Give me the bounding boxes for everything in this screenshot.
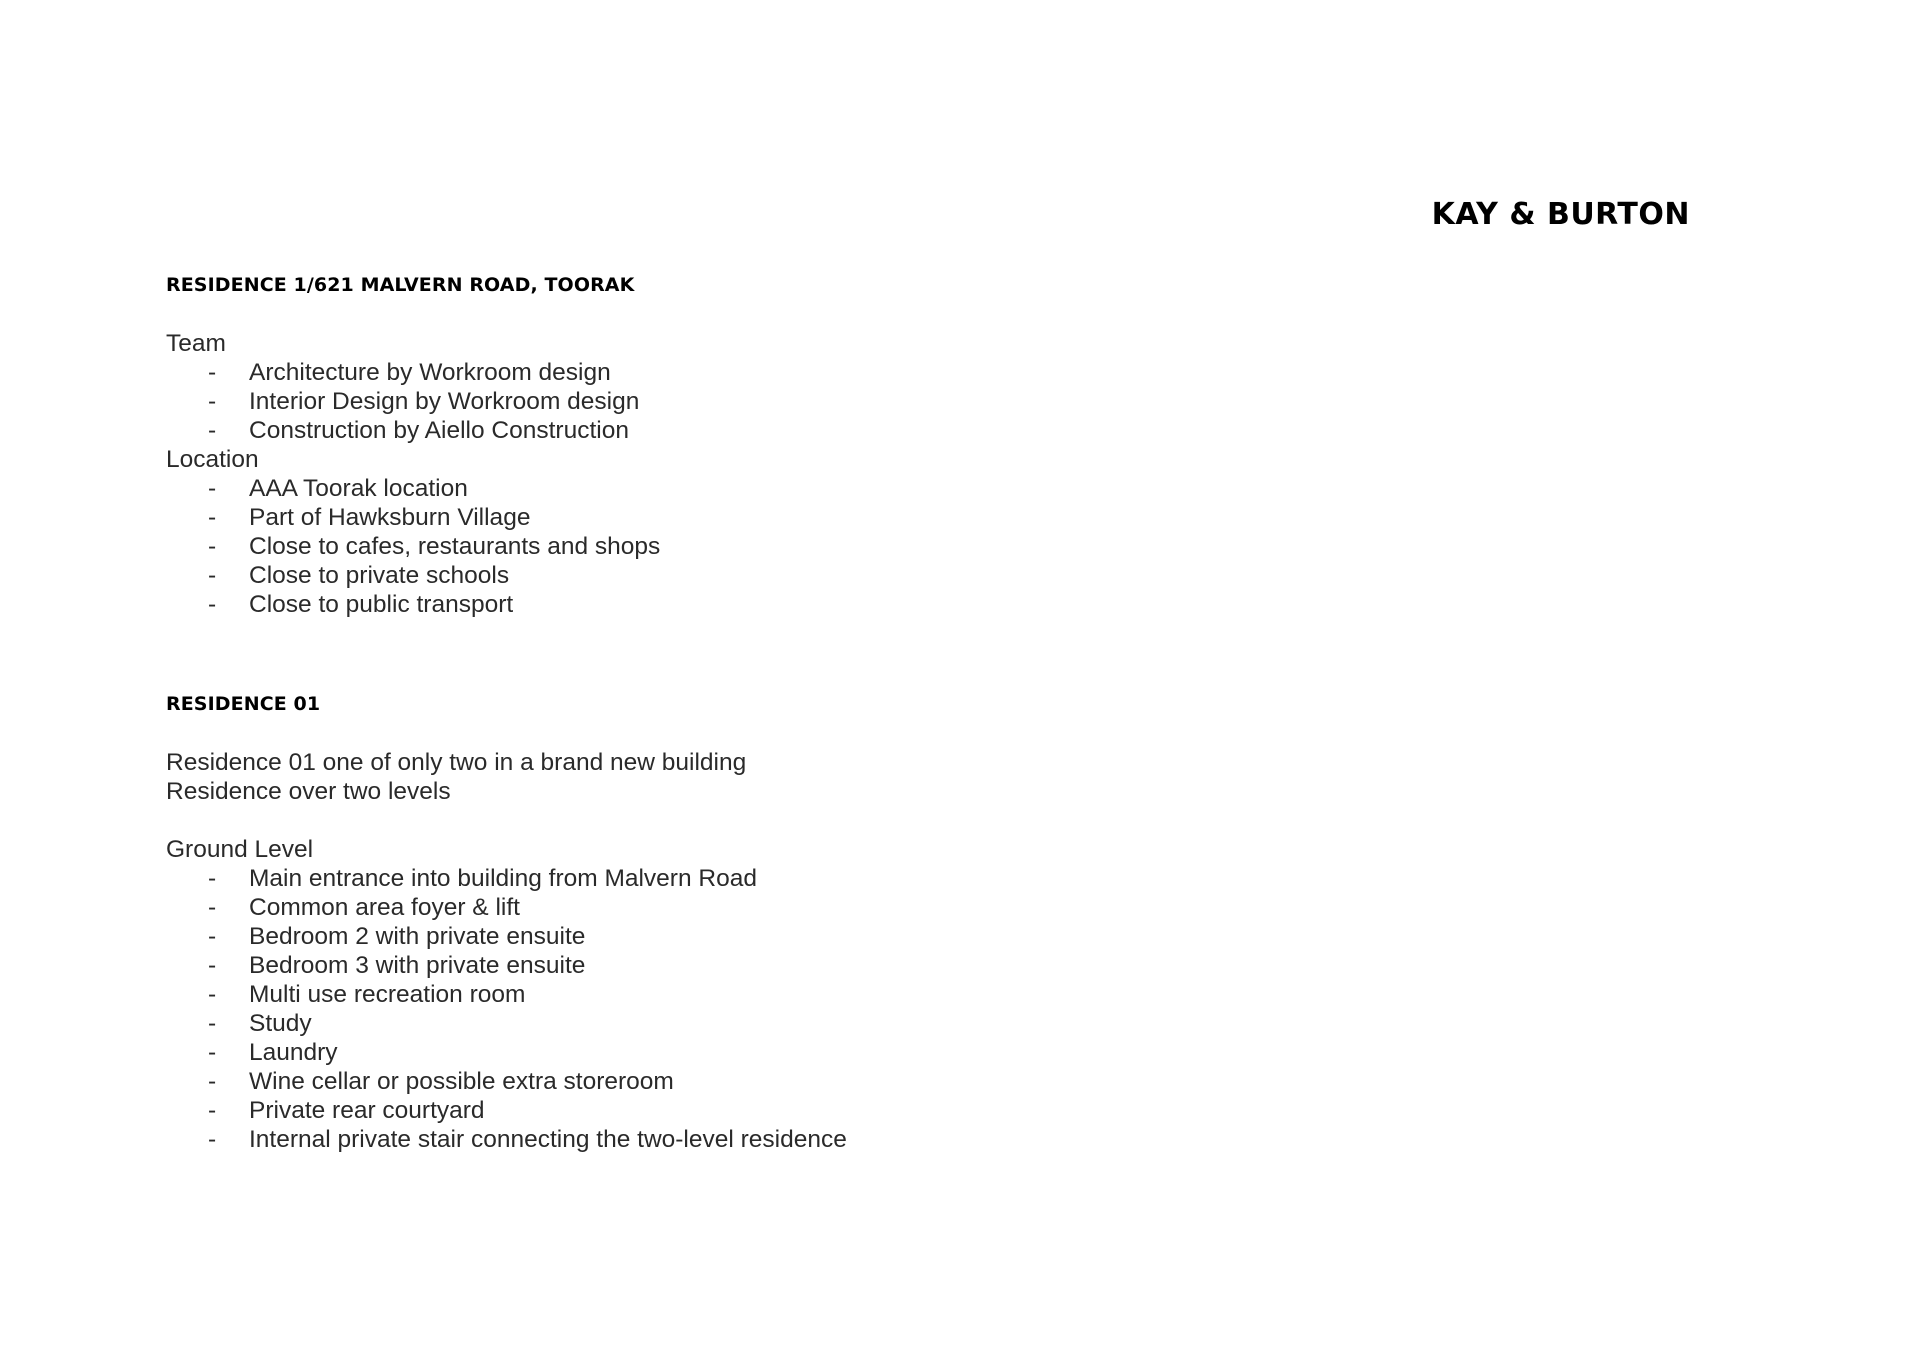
team-list (166, 358, 1266, 445)
property-title: RESIDENCE 1/621 MALVERN ROAD, TOORAK (166, 274, 635, 296)
intro-line: Residence over two levels (166, 778, 451, 805)
dash-bullet: - (208, 388, 217, 415)
dash-bullet: - (208, 1126, 217, 1153)
list-item: - Interior Design by Workroom design (208, 388, 640, 415)
residence-title: RESIDENCE 01 (166, 693, 321, 715)
dash-bullet: - (208, 359, 217, 386)
dash-bullet: - (208, 591, 217, 618)
dash-bullet: - (208, 894, 217, 921)
dash-bullet: - (208, 417, 217, 444)
brand-logo: KAY & BURTON (1431, 197, 1690, 232)
list-item: - Main entrance into building from Malvern Road (208, 865, 757, 892)
list-item: - Bedroom 3 with private ensuite (208, 952, 586, 979)
location-list (166, 474, 1266, 619)
list-item: - Construction by Aiello Construction (208, 417, 629, 444)
dash-bullet: - (208, 562, 217, 589)
ground-level-label: Ground Level (166, 836, 314, 863)
document-body (166, 270, 1266, 1154)
dash-bullet: - (208, 475, 217, 502)
dash-bullet: - (208, 1068, 217, 1095)
dash-bullet: - (208, 923, 217, 950)
dash-bullet: - (208, 865, 217, 892)
list-item: - Part of Hawksburn Village (208, 504, 531, 531)
dash-bullet: - (208, 1039, 217, 1066)
list-item: - Multi use recreation room (208, 981, 526, 1008)
list-item: - Bedroom 2 with private ensuite (208, 923, 586, 950)
list-item: - Laundry (208, 1039, 338, 1066)
list-item: - Close to private schools (208, 562, 510, 589)
list-item: - AAA Toorak location (208, 475, 468, 502)
dash-bullet: - (208, 504, 217, 531)
dash-bullet: - (208, 1010, 217, 1037)
list-item: - Study (208, 1010, 312, 1037)
list-item: - Close to public transport (208, 591, 514, 618)
list-item: - Architecture by Workroom design (208, 359, 611, 386)
location-label: Location (166, 446, 259, 473)
list-item: - Common area foyer & lift (208, 894, 520, 921)
dash-bullet: - (208, 533, 217, 560)
dash-bullet: - (208, 1097, 217, 1124)
list-item: - Close to cafes, restaurants and shops (208, 533, 661, 560)
list-item: - Private rear courtyard (208, 1097, 485, 1124)
list-item: - Wine cellar or possible extra storeroom (208, 1068, 674, 1095)
team-label: Team (166, 330, 226, 357)
ground-level-list (166, 864, 1266, 1154)
dash-bullet: - (208, 981, 217, 1008)
intro-line: Residence 01 one of only two in a brand new building (166, 749, 747, 776)
dash-bullet: - (208, 952, 217, 979)
list-item: - Internal private stair connecting the two-level residence (208, 1126, 847, 1153)
